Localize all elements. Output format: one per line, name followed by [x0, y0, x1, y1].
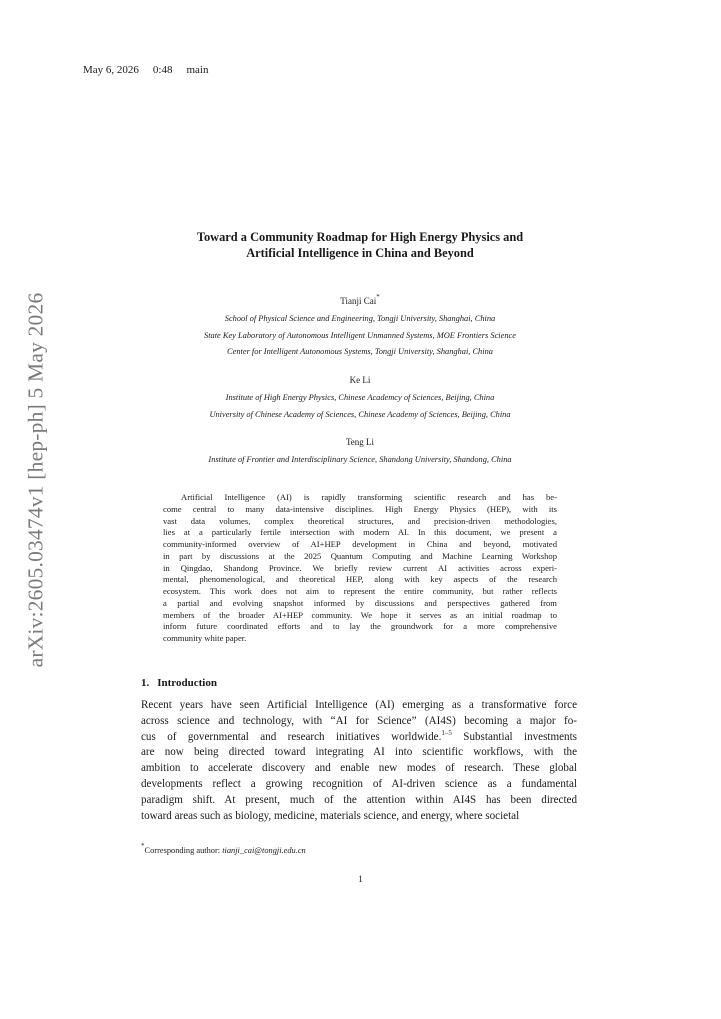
affiliation: Center for Intelligent Autonomous Systems, Tongji University, Shanghai, China — [227, 347, 493, 356]
section-heading — [141, 677, 217, 689]
abstract-line: a partial and evolving snapshot informed by discussions and perspectives gathered from — [163, 597, 557, 608]
abstract-line: Artificial Intelligence (AI) is rapidly transforming scientific research and has be- — [181, 492, 557, 502]
title-line-2: Artificial Intelligence in China and Beyond — [246, 246, 474, 260]
body-line: toward areas such as biology, medicine, materials science, and energy, where societal — [141, 809, 520, 822]
corresponding-email: tianji_cai@tongji.edu.cn — [222, 846, 306, 855]
affiliation: Institute of High Energy Physics, Chinese Academcy of Sciences, Beijing, China — [225, 393, 495, 402]
paper-title — [120, 229, 600, 261]
affiliation: Institute of Frontier and Interdisciplinary Science, Shandong University, Shandong, China — [208, 455, 512, 464]
body-line: paradigm shift. At present, much of the attention within AI4S has been directed — [141, 793, 577, 806]
abstract-line: community-informed overview of AI+HEP development in China and beyond, motivated — [163, 539, 557, 549]
abstract-line: come central to many data-intensive disciplines. High Energy Physics (HEP), with its — [163, 503, 557, 514]
abstract-line: community white paper. — [163, 633, 247, 643]
page-number: 1 — [358, 874, 363, 884]
header-time: 0:48 — [152, 64, 173, 76]
abstract-line: in Qingdao, Shandong Province. We briefly review current AI activities across experi- — [163, 562, 557, 573]
body-line: ambition to accelerate discovery and enable new modes of research. These global — [141, 762, 577, 775]
body-line: cus of governmental and research initiatives worldwide.$^{1-5}$ Substantial investments — [141, 728, 577, 743]
header-label: main — [186, 64, 209, 76]
affiliation: School of Physical Science and Engineering, Tongji University, Shanghai, China — [224, 314, 496, 323]
header-date: May 6, 2026 — [83, 64, 139, 76]
abstract-line: members of the broader AI+HEP community. We hope it serves as an initial roadmap to — [163, 609, 557, 620]
abstract-line: ecosystem. This work does not aim to represent the entire community, but rather reflects — [163, 586, 557, 596]
footnote-label: Corresponding author: — [144, 846, 223, 855]
author-footnote-mark: * — [376, 293, 380, 301]
author-block-3 — [110, 436, 610, 469]
author-name: Teng Li — [345, 437, 375, 447]
affiliation: University of Chinese Academy of Sciences, Chinese Academy of Sciences, Beijing, China — [209, 409, 511, 419]
author-name: Tianji Cai* — [340, 293, 380, 306]
body-line: across science and technology, with “AI for Science” (AI4S) becoming a major fo- — [141, 714, 577, 727]
citation-ref: 1–5 — [441, 728, 452, 737]
section-number: 1. — [141, 677, 150, 689]
title-line-1: Toward a Community Roadmap for High Energy Physics and — [196, 230, 524, 244]
body-line: Recent years have seen Artificial Intelligence (AI) emerging as a transformative force — [141, 699, 577, 711]
running-header — [83, 64, 222, 76]
abstract-line: inform future coordinated efforts and to lay the groundwork for a more comprehensive — [163, 621, 557, 632]
body-line: developments reflect a growing recognition of AI-driven science as a fundamental — [141, 777, 577, 790]
abstract-line: in part by discussions at the 2025 Quantum Computing and Machine Learning Workshop — [163, 550, 557, 561]
abstract-line: lies at a particularly fertile intersection with modern AI. In this document, we present a — [163, 527, 557, 538]
author-block-1 — [110, 295, 610, 361]
abstract-line: mental, phenomenological, and theoretical HEP, along with key aspects of the research — [163, 574, 557, 585]
author-name: Ke Li — [349, 375, 371, 385]
affiliation: State Key Laboratory of Autonomous Intelligent Unmanned Systems, MOE Frontiers Science — [204, 330, 516, 340]
body-line: are now being directed toward integrating AI into scientific workflows, with the — [141, 746, 577, 759]
introduction-paragraph — [141, 698, 577, 824]
abstract-line: vast data volumes, complex theoretical structures, and precision-driven methodologies, — [163, 515, 557, 526]
arxiv-side-identifier: arXiv:2605.03474v1 [hep-ph] 5 May 2026 — [23, 292, 48, 668]
abstract — [163, 492, 557, 645]
footnote-mark: * — [141, 842, 145, 850]
section-title: Introduction — [157, 677, 217, 689]
footnote — [141, 842, 306, 855]
author-block-2 — [110, 374, 610, 423]
